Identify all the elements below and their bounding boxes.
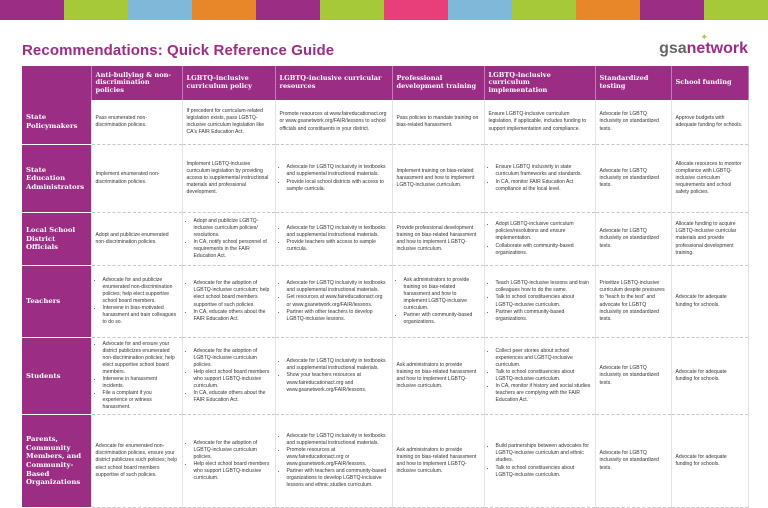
bullet-item: • In CA, notify school personnel of requirements in the FAIR Education Act.	[194, 239, 271, 260]
bullet-item: • Show your teachers resources at www.faireducationact.org and www.gsanetwork.org/FAIR/lessons.	[287, 372, 388, 393]
table-cell: Allocate funding to acquire LGBTQ-inclusive curricular materials and provide professional development training.	[671, 213, 748, 266]
row-header: Teachers	[22, 266, 91, 338]
stripe-segment	[320, 0, 384, 20]
table-header-row	[22, 66, 748, 100]
table-cell: Ensure LGBTQ-inclusive curriculum legislation, if applicable, includes funding to support implementation and compliance.	[484, 100, 595, 145]
table-row	[22, 145, 748, 213]
table-cell: Allocate resources to monitor compliance with LGBTQ-inclusive curriculum requirements and school safety policies.	[671, 145, 748, 213]
bullet-item: • In CA, educate others about the FAIR Education Act.	[194, 309, 271, 323]
bullet-item: • Advocate for LGBTQ inclusivity in textbooks and supplemental instructional materials.	[287, 358, 388, 372]
row-header: Parents, Community Members, and Community-Based Organizations	[22, 415, 91, 508]
table-cell: If precedent for curriculum-related legislation exists, pass LGBTQ-inclusive curriculum legislation like CA's FAIR Education Act.	[182, 100, 275, 145]
table-cell	[484, 145, 595, 213]
bullet-item: • Help elect school board members who support LGBTQ-inclusive curriculum.	[194, 369, 271, 390]
table-cell	[182, 266, 275, 338]
table-cell	[484, 213, 595, 266]
table-cell	[484, 266, 595, 338]
table-cell: Prioritize LGBTQ-inclusive curriculum despite pressures to "teach to the test" and advocate for LGBTQ inclusivity on standardized tests.	[595, 266, 671, 338]
bullet-item: • Promote resources at www.faireducationact.org or www.gsanetwork.org/FAIR/lessons.	[287, 447, 388, 468]
bullet-item: • Teach LGBTQ-inclusive lessons and train colleagues how to do the same.	[496, 280, 591, 294]
bullet-list	[187, 440, 271, 482]
table-cell	[275, 145, 392, 213]
column-header: LGBTQ-inclusive curriculum implementation	[484, 66, 595, 100]
column-header: School funding	[671, 66, 748, 100]
bullet-item: • Ensure LGBTQ inclusivity in state curriculum frameworks and standards.	[496, 164, 591, 178]
column-header: LGBTQ-inclusive curriculum policy	[182, 66, 275, 100]
bullet-list	[489, 348, 591, 404]
table-cell: Advocate for LGBTQ inclusivity on standardized tests.	[595, 415, 671, 508]
bullet-list	[489, 164, 591, 192]
stripe-segment	[704, 0, 768, 20]
stripe-segment	[384, 0, 448, 20]
logo-gsa-text: gsa	[659, 40, 687, 57]
bullet-item: • Advocate for and ensure your district publicizes enumerated non-discrimination policies; help elect supportive school board members.	[103, 341, 178, 376]
bullet-item: • File a complaint if you experience or witness harassment.	[103, 390, 178, 411]
table-cell: Advocate for LGBTQ inclusivity on standardized tests.	[595, 100, 671, 145]
table-cell: Provide professional development training on bias-related harassment and how to implement LGBTQ-inclusive curriculum.	[392, 213, 484, 266]
bullet-item: • Get resources at www.faireducationact.org or www.gsanetwork.org/FAIR/lessons.	[287, 294, 388, 308]
table-corner	[22, 66, 91, 100]
reference-table	[22, 66, 749, 508]
bullet-item: • Advocate for the adoption of LGBTQ-inclusive curriculum policies.	[194, 348, 271, 369]
bullet-item: • Partner with teachers and community-based organizations to develop LGBTQ-inclusive lessons and ethnic studies curriculum.	[287, 468, 388, 489]
row-header: Students	[22, 338, 91, 415]
bullet-item: • Advocate for the adoption of LGBTQ-inclusive curriculum; help elect school board members supportive of such policies.	[194, 280, 271, 308]
table-cell: Advocate for adequate funding for schools.	[671, 415, 748, 508]
table-cell	[182, 338, 275, 415]
bullet-item: • Collaborate with community-based organizations.	[496, 243, 591, 257]
table-cell: Ask administrators to provide training on bias-related harassment and how to implement LGBTQ-inclusive curriculum.	[392, 338, 484, 415]
table-cell: Promote resources at www.faireducationact.org or www.gsanetwork.org/FAIR/lessons to school officials and constituents in your district.	[275, 100, 392, 145]
bullet-item: • In CA, educate others about the FAIR Education Act.	[194, 390, 271, 404]
bullet-list	[280, 280, 388, 322]
bullet-list	[280, 433, 388, 489]
bullet-list	[280, 358, 388, 393]
bullet-list	[489, 443, 591, 478]
bullet-item: • Provide local school districts with access to sample curricula.	[287, 179, 388, 193]
column-header: LGBTQ-inclusive curricular resources	[275, 66, 392, 100]
table-cell: Pass policies to mandate training on bias-related harassment.	[392, 100, 484, 145]
bullet-item: • Partner with community-based organizations.	[404, 312, 480, 326]
bullet-list	[397, 277, 480, 326]
table-cell: Advocate for LGBTQ inclusivity on standardized tests.	[595, 213, 671, 266]
table-cell	[275, 415, 392, 508]
table-cell	[275, 213, 392, 266]
bullet-item: • Ask administrators to provide training on bias-related harassment and how to implement LGBTQ-inclusive curriculum.	[404, 277, 480, 312]
table-cell: Advocate for adequate funding for schools.	[671, 266, 748, 338]
bullet-item: • Talk to school constituencies about LGBTQ-inclusive curriculum.	[496, 465, 591, 479]
table-cell: Ask administrators to provide training on bias-related harassment and how to implement LGBTQ-inclusive curriculum.	[392, 415, 484, 508]
table-row	[22, 415, 748, 508]
table-row	[22, 213, 748, 266]
table-cell: Advocate for enumerated non-discrimination policies, ensure your district publicizes such policies; help elect school board members supportive of such policies.	[91, 415, 182, 508]
logo-network-text: network	[686, 40, 748, 57]
column-header: Standardized testing	[595, 66, 671, 100]
bullet-item: • Talk to school constituencies about LGBTQ-inclusive curriculum.	[496, 294, 591, 308]
column-header: Professional development training	[392, 66, 484, 100]
table-cell: Advocate for adequate funding for schools.	[671, 338, 748, 415]
stripe-segment	[0, 0, 64, 20]
bullet-item: • Intervene in harassment incidents.	[103, 376, 178, 390]
bullet-item: • Advocate for the adoption of LGBTQ-inclusive curriculum policies.	[194, 440, 271, 461]
bullet-item: • Advocate for LGBTQ inclusivity in textbooks and supplemental instructional materials.	[287, 280, 388, 294]
table-row	[22, 338, 748, 415]
row-header: State Education Administrators	[22, 145, 91, 213]
bullet-list	[489, 280, 591, 322]
bullet-list	[96, 341, 178, 411]
stripe-segment	[128, 0, 192, 20]
table-cell: Implement enumerated non-discrimination policies.	[91, 145, 182, 213]
bullet-item: • In CA, monitor if history and social studies teachers are complying with the FAIR Education Act.	[496, 383, 591, 404]
table-cell: Advocate for LGBTQ inclusivity on standardized tests.	[595, 338, 671, 415]
table-row	[22, 266, 748, 338]
table-cell	[275, 266, 392, 338]
table-cell: Advocate for LGBTQ inclusivity on standardized tests.	[595, 145, 671, 213]
table-cell: Implement training on bias-related harassment and how to implement LGBTQ-inclusive curriculum.	[392, 145, 484, 213]
page-title: Recommendations: Quick Reference Guide	[22, 42, 335, 59]
table-cell	[275, 338, 392, 415]
table-cell	[392, 266, 484, 338]
header	[22, 32, 748, 64]
bullet-item: • In CA, monitor FAIR Education Act compliance at the local level.	[496, 179, 591, 193]
table-cell: Adopt and publicize enumerated non-discrimination policies.	[91, 213, 182, 266]
bullet-item: • Intervene in bias-motivated harassment and train colleagues to do so.	[103, 305, 178, 326]
stripe-segment	[640, 0, 704, 20]
bullet-item: • Talk to school constituencies about LGBTQ-inclusive curriculum.	[496, 369, 591, 383]
column-header: Anti-bullying & non-discrimination policies	[91, 66, 182, 100]
bullet-list	[187, 218, 271, 260]
table-cell: Approve budgets with adequate funding for schools.	[671, 100, 748, 145]
bullet-item: • Build partnerships between advocates for LGBTQ-inclusive curriculum and ethnic studies.	[496, 443, 591, 464]
table-cell	[91, 266, 182, 338]
stripe-segment	[512, 0, 576, 20]
row-header: Local School District Officials	[22, 213, 91, 266]
bullet-item: • Partner with community-based organizations.	[496, 309, 591, 323]
bullet-list	[280, 164, 388, 192]
bullet-item: • Provide teachers with access to sample curricula.	[287, 239, 388, 253]
stripe-segment	[256, 0, 320, 20]
bullet-list	[489, 221, 591, 256]
table-cell	[182, 213, 275, 266]
bullet-item: • Adopt and publicize LGBTQ-inclusive curriculum policies/ resolutions.	[194, 218, 271, 239]
table-cell	[484, 338, 595, 415]
stripe-segment	[64, 0, 128, 20]
bullet-item: • Advocate for LGBTQ inclusivity in textbooks and supplemental instructional materials.	[287, 433, 388, 447]
table-row	[22, 100, 748, 145]
bullet-item: • Advocate for and publicize enumerated non-discrimination policies; help elect supportive school board members.	[103, 277, 178, 305]
bullet-item: • Partner with other teachers to develop LGBTQ-inclusive lessons.	[287, 309, 388, 323]
table-cell	[484, 415, 595, 508]
bullet-item: • Collect peer stories about school experiences and LGBTQ-inclusive curriculum.	[496, 348, 591, 369]
bullet-list	[187, 280, 271, 322]
table-cell	[91, 338, 182, 415]
bullet-item: • Advocate for LGBTQ inclusivity in textbooks and supplemental instructional materials.	[287, 164, 388, 178]
color-stripe-banner	[0, 0, 768, 20]
bullet-list	[187, 348, 271, 404]
bullet-item: • Help elect school board members who support LGBTQ-inclusive curriculum.	[194, 461, 271, 482]
table-cell	[182, 415, 275, 508]
bullet-list	[280, 225, 388, 253]
bullet-item: • Advocate for LGBTQ inclusivity in textbooks and supplemental instructional materials.	[287, 225, 388, 239]
table-cell: Pass enumerated non-discrimination policies.	[91, 100, 182, 145]
logo-mark-icon: ✦	[700, 32, 708, 42]
bullet-list	[96, 277, 178, 326]
bullet-item: • Adopt LGBTQ-inclusive curriculum policies/resolutions and ensure implementation.	[496, 221, 591, 242]
stripe-segment	[576, 0, 640, 20]
table-cell: Implement LGBTQ-inclusive curriculum legislation by providing access to supplemental instructional materials and professional development.	[182, 145, 275, 213]
stripe-segment	[192, 0, 256, 20]
row-header: State Policymakers	[22, 100, 91, 145]
stripe-segment	[448, 0, 512, 20]
